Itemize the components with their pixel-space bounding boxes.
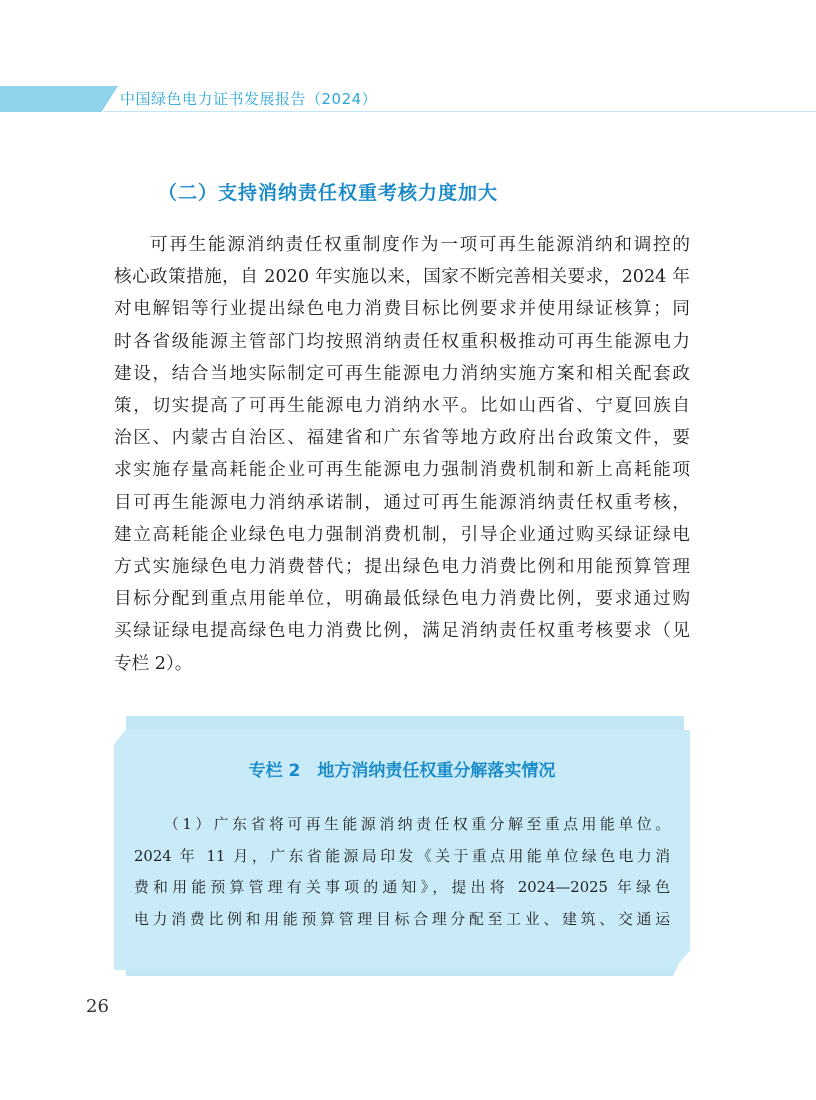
paragraph-line: 目可再生能源电力消纳承诺制，通过可再生能源消纳责任权重考核， (114, 492, 690, 513)
column-box-title: 专栏 2 地方消纳责任权重分解落实情况 (248, 761, 556, 781)
paragraph-line: 专栏 2）。 (114, 653, 193, 674)
column-box-text (134, 809, 670, 935)
paragraph-line: 买绿证绿电提高绿色电力消费比例，满足消纳责任权重考核要求（见 (114, 621, 690, 642)
section-heading: （二）支持消纳责任权重考核力度加大 (158, 182, 499, 204)
paragraph-line: 策，切实提高了可再生能源电力消纳水平。比如山西省、宁夏回族自 (114, 396, 690, 417)
column-line: 费和用能预算管理有关事项的通知》，提出将 2024—2025 年绿色 (134, 879, 670, 896)
paragraph-line: 对电解铝等行业提出绿色电力消费目标比例要求并使用绿证核算；同 (114, 299, 690, 320)
paragraph-line: 建设，结合当地实际制定可再生能源电力消纳实施方案和相关配套政 (114, 363, 690, 384)
paragraph-line: 建立高耗能企业绿色电力强制消费机制，引导企业通过购买绿证绿电 (114, 524, 690, 545)
paragraph-line: 方式实施绿色电力消费替代；提出绿色电力消费比例和用能预算管理 (114, 557, 690, 578)
paragraph-line: 可再生能源消纳责任权重制度作为一项可再生能源消纳和调控的 (150, 235, 690, 255)
paragraph-line: 时各省级能源主管部门均按照消纳责任权重积极推动可再生能源电力 (114, 331, 690, 352)
paragraph-line: 核心政策措施，自 2020 年实施以来，国家不断完善相关要求，2024 年 (114, 267, 690, 288)
body-paragraph (114, 229, 690, 680)
sidebar-column-box (114, 716, 690, 976)
running-header (0, 86, 816, 112)
column-line: 2024 年 11 月，广东省能源局印发《关于重点用能单位绿色电力消 (134, 847, 670, 865)
column-line: 电力消费比例和用能预算管理目标合理分配至工业、建筑、交通运 (134, 910, 670, 928)
column-line: （1）广东省将可再生能源消纳责任权重分解至重点用能单位。 (164, 816, 670, 833)
page-number: 26 (86, 996, 109, 1017)
paragraph-line: 目标分配到重点用能单位，明确最低绿色电力消费比例，要求通过购 (114, 589, 690, 610)
paragraph-line: 求实施存量高耗能企业可再生能源电力强制消费机制和新上高耗能项 (114, 460, 690, 481)
header-accent-bar (0, 86, 118, 112)
report-title: 中国绿色电力证书发展报告（2024） (120, 90, 378, 108)
header-rule (104, 111, 816, 112)
paragraph-line: 治区、内蒙古自治区、福建省和广东省等地方政府出台政策文件，要 (114, 428, 690, 449)
